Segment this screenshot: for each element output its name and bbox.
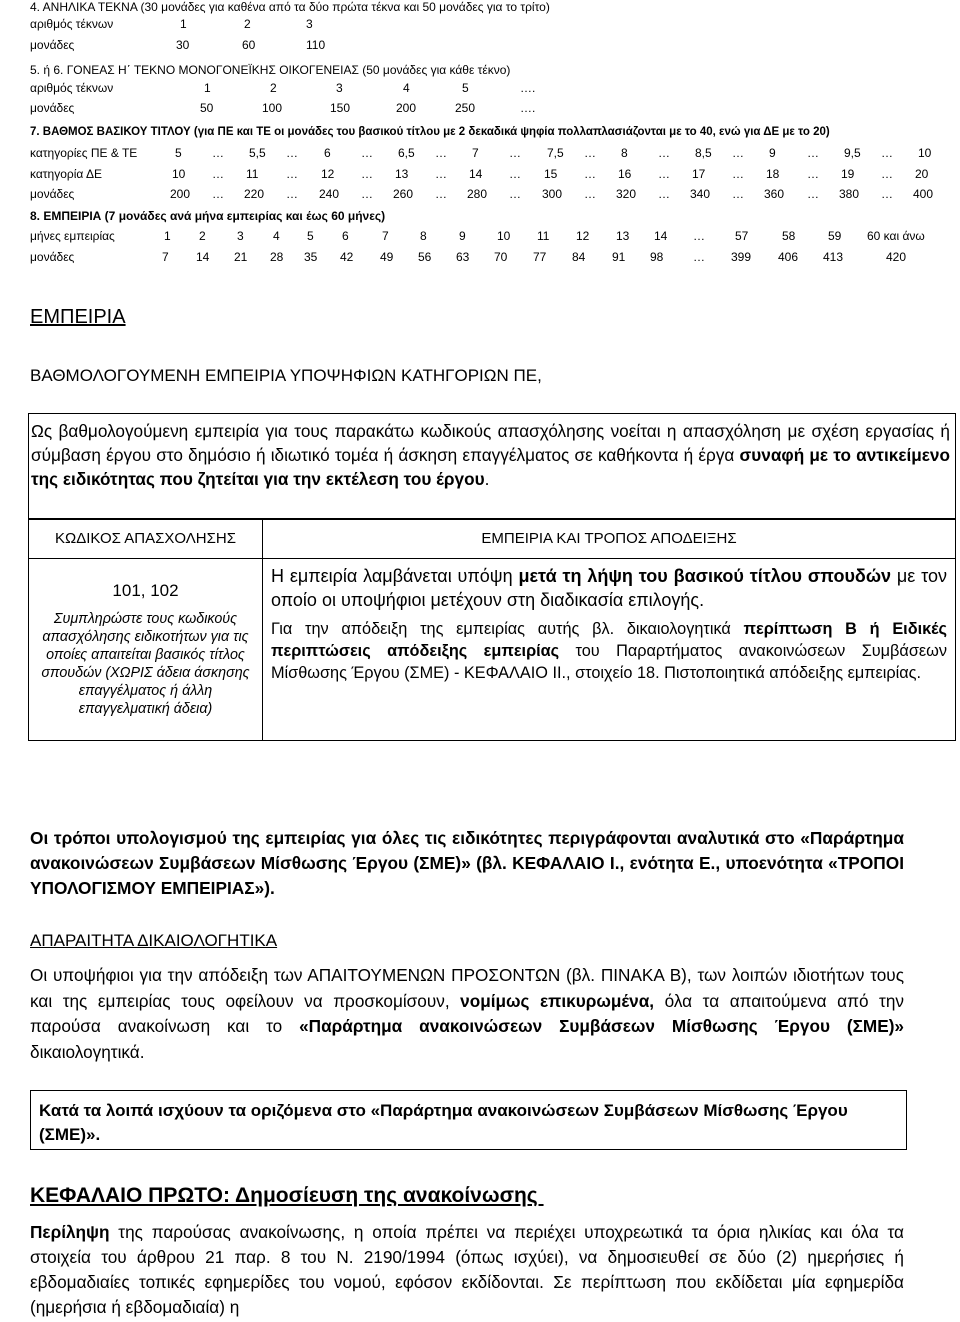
row-value: … <box>807 167 819 181</box>
row-label: μονάδες <box>30 101 75 115</box>
row-value: 42 <box>340 250 354 264</box>
row-value: 200 <box>170 187 191 201</box>
table-header-code <box>28 519 263 559</box>
row-value: 3 <box>306 17 313 31</box>
row-value: … <box>361 167 373 181</box>
row-value: … <box>881 167 893 181</box>
row-value: 9,5 <box>844 146 861 160</box>
required-text-bold-1: νομίμως επικυρωμένα, <box>460 990 655 1011</box>
row-value: 91 <box>612 250 626 264</box>
table-cell-experience <box>262 558 956 741</box>
row-value: 3 <box>336 81 343 95</box>
row-value: 100 <box>262 101 283 115</box>
row-value: 50 <box>200 101 214 115</box>
row-value: … <box>881 187 893 201</box>
row-value: 420 <box>886 250 907 264</box>
row-value: … <box>584 146 596 160</box>
row-value: … <box>286 167 298 181</box>
row-value: 30 <box>176 38 190 52</box>
row-value: … <box>732 167 744 181</box>
row-value: 13 <box>395 167 409 181</box>
row-value: 19 <box>841 167 855 181</box>
row-value: … <box>212 146 224 160</box>
row-value: 57 <box>735 229 749 243</box>
row-label: μήνες εμπειρίας <box>30 229 115 243</box>
row-value: 1 <box>164 229 171 243</box>
row-value: 35 <box>304 250 318 264</box>
row-value: 1 <box>204 81 211 95</box>
experience-definition-text <box>31 419 950 491</box>
row-value: 250 <box>455 101 476 115</box>
row-value: 413 <box>823 250 844 264</box>
row-value: … <box>286 187 298 201</box>
row-value: … <box>732 187 744 201</box>
condition-text-a: Η εμπειρία λαμβάνεται υπόψη <box>271 566 519 586</box>
experience-subheading: ΒΑΘΜΟΛΟΓΟΥΜΕΝΗ ΕΜΠΕΙΡΙΑ ΥΠΟΨΗΦΙΩΝ ΚΑΤΗΓΟΡΙΩΝ ΠΕ, <box>30 366 542 385</box>
row-value: 5,5 <box>249 146 266 160</box>
employment-code: 101, 102 <box>112 581 179 600</box>
row-value: … <box>881 146 893 160</box>
row-value: … <box>693 229 705 243</box>
row-value: 12 <box>576 229 590 243</box>
row-value: 8 <box>621 146 628 160</box>
row-value: 20 <box>915 167 929 181</box>
row-label: κατηγορία ΔΕ <box>30 167 102 181</box>
row-value: 320 <box>616 187 637 201</box>
row-value: 150 <box>330 101 351 115</box>
experience-proof-text <box>271 618 947 684</box>
table-header-experience-label: ΕΜΠΕΙΡΙΑ ΚΑΙ ΤΡΟΠΟΣ ΑΠΟΔΕΙΞΗΣ <box>481 530 737 547</box>
remaining-provisions-box <box>30 1090 907 1150</box>
row-value: 7 <box>472 146 479 160</box>
proof-text-bold: περίπτωση Β ή Ειδικές περιπτώσεις απόδειξης εμπειρίας <box>271 620 947 660</box>
row-value: 16 <box>618 167 632 181</box>
row-value: … <box>361 146 373 160</box>
row-value: 300 <box>542 187 563 201</box>
summary-bold-word: Περίληψη <box>30 1222 110 1242</box>
proof-text-a: Για την απόδειξη της εμπειρίας αυτής βλ. δικαιολογητικά <box>271 620 744 638</box>
row-value: 12 <box>321 167 335 181</box>
row-value: 10 <box>497 229 511 243</box>
required-text-a: Οι υποψήφιοι για την απόδειξη των ΑΠΑΙΤΟΥΜΕΝΩΝ ΠΡΟΣΟΝΤΩΝ (βλ. ΠΙΝΑΚΑ Β), των λοιπών ιδιοτήτων τους και της εμπειρίας τους οφείλουν να προσκομίσουν, <box>30 965 904 1011</box>
row-value: … <box>658 167 670 181</box>
row-label: μονάδες <box>30 187 75 201</box>
row-value: 380 <box>839 187 860 201</box>
row-value: … <box>212 167 224 181</box>
row-value: 240 <box>319 187 340 201</box>
row-value: … <box>807 187 819 201</box>
row-value: 7,5 <box>547 146 564 160</box>
row-value: …. <box>520 81 536 95</box>
condition-text-c: με τον οποίο οι υποψήφιοι μετέχουν στη διαδικασία επιλογής. <box>271 566 948 610</box>
row-value: 18 <box>766 167 780 181</box>
required-text-e: δικαιολογητικά. <box>30 1041 145 1062</box>
table-cell-code <box>28 558 263 741</box>
row-value: 10 <box>172 167 186 181</box>
row-value: 400 <box>913 187 934 201</box>
row-value: 14 <box>654 229 668 243</box>
table-header-code-label: ΚΩΔΙΚΟΣ ΑΠΑΣΧΟΛΗΣΗΣ <box>55 530 236 547</box>
row-value: 5 <box>307 229 314 243</box>
row-value: 59 <box>828 229 842 243</box>
section-8-title: 8. ΕΜΠΕΙΡΙΑ (7 μονάδες ανά μήνα εμπειρίας και έως 60 μήνες) <box>30 209 386 223</box>
row-value: 28 <box>270 250 284 264</box>
row-value: … <box>509 187 521 201</box>
row-value: … <box>435 146 447 160</box>
row-value: 84 <box>572 250 586 264</box>
row-value: 399 <box>731 250 752 264</box>
row-value: 8,5 <box>695 146 712 160</box>
row-value: 2 <box>199 229 206 243</box>
row-value: 63 <box>456 250 470 264</box>
row-value: 406 <box>778 250 799 264</box>
row-value: … <box>658 146 670 160</box>
row-value: 360 <box>764 187 785 201</box>
required-text-c: όλα τα απαιτούμενα από την παρούσα ανακοίνωση και το <box>30 990 904 1036</box>
row-value: 5 <box>462 81 469 95</box>
row-label: κατηγορίες ΠΕ & ΤΕ <box>30 146 138 160</box>
row-value: …. <box>520 101 536 115</box>
row-value: … <box>435 167 447 181</box>
row-value: … <box>732 146 744 160</box>
summary-text: της παρούσας ανακοίνωσης, η οποία πρέπει να περιέχει υποχρεωτικά τα όρια ηλικίας και όλα τα στοιχεία του άρθρου 21 παρ. 8 του Ν. 2190/1994 (όπως ισχύει), να δημοσιευθεί σε δύο (2) ημερήσιες ή εβδομαδιαίες τοπικές εφημερίδες του νομού, εφόσον εκδίδονται. Σε περίπτωση που εκδίδεται μία εφημερίδα (ημερήσια ή εβδομαδιαία) η <box>30 1222 904 1317</box>
row-value: … <box>509 167 521 181</box>
required-documents-paragraph <box>30 963 904 1065</box>
row-value: … <box>658 187 670 201</box>
row-value: 220 <box>244 187 265 201</box>
row-value: 21 <box>234 250 248 264</box>
employment-code-note: Συμπληρώστε τους κωδικούς απασχόλησης ειδικοτήτων για τις οποίες απαιτείται βασικός τίτλος σπουδών (ΧΩΡΙΣ άδεια άσκησης επαγγέλματος ή άλλη επαγγελματική άδεια) <box>41 611 250 717</box>
definition-text-end: . <box>484 469 490 489</box>
chapter-one-heading: ΚΕΦΑΛΑΙΟ ΠΡΩΤΟ: Δημοσίευση της ανακοίνωσης <box>30 1184 544 1207</box>
row-value: 9 <box>769 146 776 160</box>
experience-heading: ΕΜΠΕΙΡΙΑ <box>30 306 126 328</box>
row-value: 6,5 <box>398 146 415 160</box>
experience-definition-box <box>28 413 956 519</box>
proof-text-c: του Παραρτήματος ανακοινώσεων Συμβάσεων Μίσθωσης Έργου (ΣΜΕ) - ΚΕΦΑΛΑΙΟ ΙΙ., στοιχείο 18. Πιστοποιητικά απόδειξης εμπειρίας. <box>271 642 947 682</box>
row-value: 5 <box>175 146 182 160</box>
row-value: 60 <box>242 38 256 52</box>
row-value: 4 <box>273 229 280 243</box>
section-7-title: 7. ΒΑΘΜΟΣ ΒΑΣΙΚΟΥ ΤΙΤΛΟΥ (για ΠΕ και ΤΕ οι μονάδες του βασικού τίτλου με 2 δεκαδικά ψηφία πολλαπλασιάζονται με το 40, ενώ για ΔΕ με το 20) <box>30 126 830 138</box>
row-value: 8 <box>420 229 427 243</box>
row-value: … <box>361 187 373 201</box>
row-value: 260 <box>393 187 414 201</box>
row-label: αριθμός τέκνων <box>30 81 114 95</box>
row-value: 10 <box>918 146 932 160</box>
row-value: 14 <box>469 167 483 181</box>
row-label: μονάδες <box>30 38 75 52</box>
condition-text-bold: μετά τη λήψη του βασικού τίτλου σπουδών <box>518 566 892 586</box>
row-value: 70 <box>494 250 508 264</box>
experience-condition-text <box>271 564 947 612</box>
row-value: … <box>693 250 705 264</box>
row-value: 1 <box>180 17 187 31</box>
row-value: 56 <box>418 250 432 264</box>
row-value: … <box>212 187 224 201</box>
row-value: 110 <box>306 38 326 52</box>
remaining-provisions-text: Κατά τα λοιπά ισχύουν τα οριζόμενα στο «Παράρτημα ανακοινώσεων Συμβάσεων Μίσθωσης Έργου (ΣΜΕ)». <box>39 1101 848 1144</box>
row-value: 7 <box>162 250 169 264</box>
required-documents-heading: ΑΠΑΡΑΙΤΗΤΑ ΔΙΚΑΙΟΛΟΓΗΤΙΚΑ <box>30 931 278 950</box>
row-value: 6 <box>324 146 331 160</box>
row-value: 11 <box>246 167 259 181</box>
row-value: 77 <box>533 250 547 264</box>
row-value: … <box>286 146 298 160</box>
row-value: … <box>584 167 596 181</box>
row-value: 49 <box>380 250 394 264</box>
row-value: 11 <box>537 229 550 243</box>
row-value: 7 <box>382 229 389 243</box>
row-value: 14 <box>196 250 210 264</box>
row-value: 4 <box>403 81 410 95</box>
row-value: … <box>584 187 596 201</box>
row-value: … <box>509 146 521 160</box>
row-value: 6 <box>342 229 349 243</box>
row-value: 98 <box>650 250 664 264</box>
row-value: 15 <box>544 167 558 181</box>
summary-paragraph <box>30 1220 904 1320</box>
row-label: μονάδες <box>30 250 75 264</box>
table-header-experience <box>262 519 956 559</box>
row-value: 340 <box>690 187 711 201</box>
section-4-title: 4. ΑΝΗΛΙΚΑ ΤΕΚΝΑ (30 μονάδες για καθένα από τα δύο πρώτα τέκνα και 50 μονάδες για το τρίτο) <box>30 0 550 14</box>
required-text-bold-2: «Παράρτημα ανακοινώσεων Συμβάσεων Μίσθωσης Έργου (ΣΜΕ)» <box>299 1016 904 1036</box>
row-value: … <box>807 146 819 160</box>
row-value: 13 <box>616 229 630 243</box>
row-label: αριθμός τέκνων <box>30 17 114 31</box>
row-value: 17 <box>692 167 706 181</box>
section-5-title: 5. ή 6. ΓΟΝΕΑΣ Η΄ ΤΕΚΝΟ ΜΟΝΟΓΟΝΕΪΚΗΣ ΟΙΚΟΓΕΝΕΙΑΣ (50 μονάδες για κάθε τέκνο) <box>30 63 511 77</box>
row-value: … <box>435 187 447 201</box>
row-value: 60 και άνω <box>867 229 925 243</box>
row-value: 200 <box>396 101 417 115</box>
row-value: 280 <box>467 187 488 201</box>
row-value: 2 <box>270 81 277 95</box>
definition-text-regular: Ως βαθμολογούμενη εμπειρία για τους παρακάτω κωδικούς απασχόλησης νοείται η απασχόληση με σχέση εργασίας ή σύμβαση έργου στο δημόσιο ή ιδιωτικό τομέα ή άσκηση επαγγέλματος σε καθήκοντα ή έργα <box>31 421 950 465</box>
row-value: 9 <box>459 229 466 243</box>
calculation-methods-paragraph: Οι τρόποι υπολογισμού της εμπειρίας για όλες τις ειδικότητες περιγράφονται αναλυτικά στο «Παράρτημα ανακοινώσεων Συμβάσεων Μίσθωσης Έργου (ΣΜΕ)» (βλ. ΚΕΦΑΛΑΙΟ Ι., ενότητα Ε., υποενότητα «ΤΡΟΠΟΙ ΥΠΟΛΟΓΙΣΜΟΥ ΕΜΠΕΙΡΙΑΣ»). <box>30 828 904 898</box>
definition-text-bold: συναφή με το αντικείμενο της ειδικότητας που ζητείται για την εκτέλεση του έργου <box>31 445 950 489</box>
row-value: 58 <box>782 229 796 243</box>
row-value: 2 <box>244 17 251 31</box>
row-value: 3 <box>237 229 244 243</box>
